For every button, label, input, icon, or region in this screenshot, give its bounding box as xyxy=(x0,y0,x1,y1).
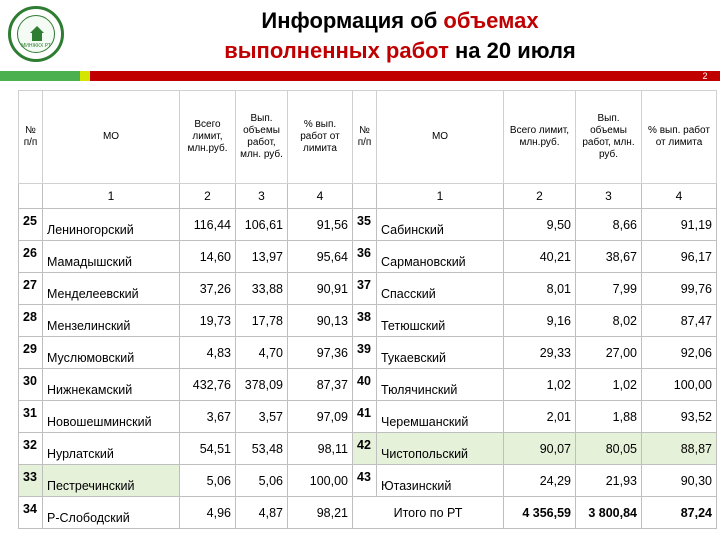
index-cell: 2 xyxy=(504,184,576,209)
row-number: 25 xyxy=(23,213,37,228)
mo-name: Мамадышский xyxy=(47,254,133,269)
pct-value: 97,09 xyxy=(288,401,353,433)
pct-value: 100,00 xyxy=(288,465,353,497)
pct-value: 99,76 xyxy=(642,273,717,305)
done-value: 378,09 xyxy=(236,369,288,401)
table-row xyxy=(19,369,717,401)
table-header-row xyxy=(19,91,717,184)
row-number: 37 xyxy=(357,277,371,292)
header-done: Вып. объемы работ, млн. руб. xyxy=(236,91,288,184)
done-value: 8,02 xyxy=(576,305,642,337)
limit-value: 40,21 xyxy=(504,241,576,273)
row-number: 32 xyxy=(23,437,37,452)
header-pct-2: % вып. работ от лимита xyxy=(642,91,717,184)
pct-value: 87,37 xyxy=(288,369,353,401)
mo-name: Лениногорский xyxy=(47,222,134,237)
total-limit: 4 356,59 xyxy=(504,497,576,529)
done-value: 53,48 xyxy=(236,433,288,465)
header-bar-yellow xyxy=(80,71,90,81)
mo-name: Нижнекамский xyxy=(47,382,133,397)
limit-value: 9,16 xyxy=(504,305,576,337)
limit-value: 9,50 xyxy=(504,209,576,241)
header-num-2: № п/п xyxy=(353,91,377,184)
mo-name: Сармановский xyxy=(381,254,466,269)
header-limit-2: Всего лимит, млн.руб. xyxy=(504,91,576,184)
row-number: 39 xyxy=(357,341,371,356)
done-value: 8,66 xyxy=(576,209,642,241)
total-pct: 87,24 xyxy=(642,497,717,529)
mo-name: Чистопольский xyxy=(381,446,469,461)
limit-value: 37,26 xyxy=(180,273,236,305)
limit-value: 3,67 xyxy=(180,401,236,433)
title-part-1: Информация об xyxy=(261,8,444,33)
header-limit: Всего лимит, млн.руб. xyxy=(180,91,236,184)
done-value: 3,57 xyxy=(236,401,288,433)
pct-value: 91,19 xyxy=(642,209,717,241)
title-part-4: на 20 июля xyxy=(448,38,576,63)
limit-value: 432,76 xyxy=(180,369,236,401)
pct-value: 90,91 xyxy=(288,273,353,305)
pct-value: 95,64 xyxy=(288,241,353,273)
pct-value: 96,17 xyxy=(642,241,717,273)
index-cell: 4 xyxy=(288,184,353,209)
mo-name: Сабинский xyxy=(381,222,444,237)
mo-name: Р-Слободский xyxy=(47,510,130,525)
pct-value: 98,21 xyxy=(288,497,353,529)
pct-value: 100,00 xyxy=(642,369,717,401)
header-num: № п/п xyxy=(19,91,43,184)
mo-name: Менделеевский xyxy=(47,286,139,301)
title-part-3: выполненных работ xyxy=(224,38,449,63)
row-number: 40 xyxy=(357,373,371,388)
mo-name: Тюлячинский xyxy=(381,382,458,397)
pct-value: 97,36 xyxy=(288,337,353,369)
row-number: 31 xyxy=(23,405,37,420)
title-part-2: объемах xyxy=(443,8,539,33)
ministry-logo xyxy=(8,6,64,62)
done-value: 4,70 xyxy=(236,337,288,369)
limit-value: 14,60 xyxy=(180,241,236,273)
row-number: 30 xyxy=(23,373,37,388)
header-mo-2: МО xyxy=(377,91,504,184)
done-value: 33,88 xyxy=(236,273,288,305)
limit-value: 24,29 xyxy=(504,465,576,497)
pct-value: 88,87 xyxy=(642,433,717,465)
house-icon xyxy=(30,26,44,33)
limit-value: 4,96 xyxy=(180,497,236,529)
table-row-last xyxy=(19,497,717,529)
table-row xyxy=(19,273,717,305)
mo-name: Муслюмовский xyxy=(47,350,135,365)
index-cell: 4 xyxy=(642,184,717,209)
limit-value: 19,73 xyxy=(180,305,236,337)
row-number: 43 xyxy=(357,469,371,484)
row-number: 36 xyxy=(357,245,371,260)
header-done-2: Вып. объемы работ, млн. руб. xyxy=(576,91,642,184)
row-number: 42 xyxy=(357,437,371,452)
index-cell: 3 xyxy=(576,184,642,209)
row-number: 33 xyxy=(23,469,37,484)
limit-value: 116,44 xyxy=(180,209,236,241)
page-number: 2 xyxy=(702,71,708,81)
row-number: 41 xyxy=(357,405,371,420)
row-number: 38 xyxy=(357,309,371,324)
pct-value: 87,47 xyxy=(642,305,717,337)
row-number: 28 xyxy=(23,309,37,324)
table-row xyxy=(19,401,717,433)
row-number: 34 xyxy=(23,501,37,516)
done-value: 7,99 xyxy=(576,273,642,305)
limit-value: 5,06 xyxy=(180,465,236,497)
mo-name: Тетюшский xyxy=(381,318,446,333)
done-value: 5,06 xyxy=(236,465,288,497)
header-mo: МО xyxy=(43,91,180,184)
index-cell: 2 xyxy=(180,184,236,209)
page-title xyxy=(150,6,650,66)
header-bar-red xyxy=(90,71,720,81)
table-row xyxy=(19,241,717,273)
total-label: Итого по РТ xyxy=(353,497,504,529)
limit-value: 4,83 xyxy=(180,337,236,369)
limit-value: 1,02 xyxy=(504,369,576,401)
mo-name: Спасский xyxy=(381,286,436,301)
table-row xyxy=(19,209,717,241)
row-number: 27 xyxy=(23,277,37,292)
row-number: 35 xyxy=(357,213,371,228)
limit-value: 90,07 xyxy=(504,433,576,465)
done-value: 17,78 xyxy=(236,305,288,337)
pct-value: 91,56 xyxy=(288,209,353,241)
pct-value: 98,11 xyxy=(288,433,353,465)
pct-value: 90,30 xyxy=(642,465,717,497)
done-value: 1,02 xyxy=(576,369,642,401)
pct-value: 90,13 xyxy=(288,305,353,337)
table-row xyxy=(19,337,717,369)
header-pct: % вып. работ от лимита xyxy=(288,91,353,184)
limit-value: 29,33 xyxy=(504,337,576,369)
done-value: 106,61 xyxy=(236,209,288,241)
done-value: 80,05 xyxy=(576,433,642,465)
logo-text: МИНЖКХ РТ xyxy=(21,43,51,49)
table-row xyxy=(19,465,717,497)
table-body xyxy=(19,209,717,497)
mo-name: Пестречинский xyxy=(47,478,135,493)
done-value: 21,93 xyxy=(576,465,642,497)
mo-name: Черемшанский xyxy=(381,414,469,429)
index-cell: 1 xyxy=(377,184,504,209)
header-bar-green xyxy=(0,71,80,81)
mo-name: Нурлатский xyxy=(47,446,114,461)
index-cell: 1 xyxy=(43,184,180,209)
works-table xyxy=(18,90,717,529)
row-number: 29 xyxy=(23,341,37,356)
column-index-row xyxy=(19,184,717,209)
table-row xyxy=(19,433,717,465)
total-done: 3 800,84 xyxy=(576,497,642,529)
table-row xyxy=(19,305,717,337)
done-value: 27,00 xyxy=(576,337,642,369)
limit-value: 2,01 xyxy=(504,401,576,433)
done-value: 1,88 xyxy=(576,401,642,433)
done-value: 4,87 xyxy=(236,497,288,529)
index-cell: 3 xyxy=(236,184,288,209)
pct-value: 92,06 xyxy=(642,337,717,369)
mo-name: Новошешминский xyxy=(47,414,152,429)
logo-emblem xyxy=(17,15,55,53)
pct-value: 93,52 xyxy=(642,401,717,433)
row-number: 26 xyxy=(23,245,37,260)
limit-value: 8,01 xyxy=(504,273,576,305)
mo-name: Мензелинский xyxy=(47,318,131,333)
mo-name: Ютазинский xyxy=(381,478,452,493)
done-value: 38,67 xyxy=(576,241,642,273)
limit-value: 54,51 xyxy=(180,433,236,465)
done-value: 13,97 xyxy=(236,241,288,273)
mo-name: Тукаевский xyxy=(381,350,447,365)
